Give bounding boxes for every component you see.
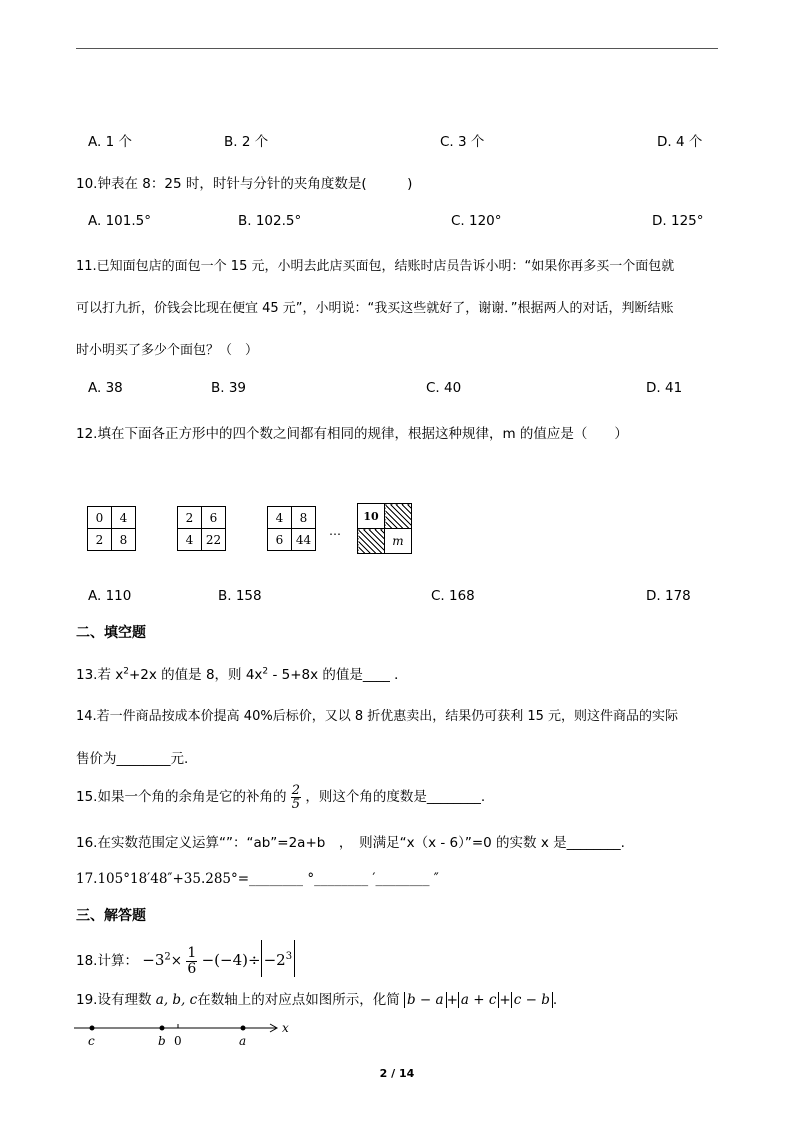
q19-vars: a, b, c [155, 992, 198, 1008]
label-b: b [158, 1034, 166, 1048]
q18-numerator: 1 [187, 944, 197, 961]
q9-option-b: B. 2 个 [224, 134, 269, 150]
q16: 16.在实数范围定义运算“”：“ab”=2a+b ， 则满足“x（x - 6）”=0 的实数 x 是________. [76, 835, 625, 851]
label-a: a [239, 1034, 247, 1048]
q9-option-d: D. 4 个 [657, 134, 703, 150]
q19-mid: 在数轴上的对应点如图所示，化简 [197, 992, 400, 1008]
section-solve-title: 三、解答题 [76, 908, 146, 924]
q14-line-1: 14.若一件商品按成本价提高 40%后标价，又以 8 折优惠卖出，结果仍可获利 15 元，则这件商品的实际 [76, 709, 679, 724]
q18-times: × [170, 953, 183, 969]
q10-option-a: A. 101.5° [88, 213, 151, 229]
square-2-cell: 2 [178, 507, 202, 529]
q18-exp-a: 2 [164, 951, 171, 963]
point-b [160, 1026, 165, 1031]
q11-line-2: 可以打九折，价钱会比现在便宜 45 元”，小明说：“我买这些就好了，谢谢．”根据两人的对话，判断结账 [76, 301, 674, 316]
q18-pre: 18.计算： [76, 953, 138, 969]
square-1-cell: 4 [112, 507, 136, 529]
q18-abs-value: −2 [263, 951, 286, 969]
q15-pre: 15.如果一个角的余角是它的补角的 [76, 789, 287, 805]
square-3-cell: 6 [268, 529, 292, 551]
q18-abs [261, 940, 296, 977]
q11-line-3: 时小明买了多少个面包？（ ） [76, 343, 259, 358]
label-c: c [88, 1034, 95, 1048]
q12-option-d: D. 178 [646, 588, 691, 604]
q11-line-1: 11.已知面包店的面包一个 15 元，小明去此店买面包，结账时店员告诉小明：“如果你再多买一个面包就 [76, 259, 675, 274]
q13-sup-1: 2 [123, 666, 129, 677]
q12-ellipsis: … [329, 524, 341, 538]
square-4-hatched-cell [385, 504, 412, 529]
q12-square-2 [177, 506, 226, 551]
q11-option-c: C. 40 [426, 380, 462, 396]
page-number: 2 / 14 [379, 1067, 415, 1080]
square-2-cell: 4 [178, 529, 202, 551]
q12-square-3 [267, 506, 316, 551]
q19-abs-2: a + c [458, 992, 500, 1008]
q17: 17.105°18′48″+35.285°=________ °________ ′________ ″ [76, 871, 439, 887]
point-c [90, 1026, 95, 1031]
q12-square-1 [87, 506, 136, 551]
q10-stem: 10.钟表在 8：25 时，时针与分针的夹角度数是( ) [76, 176, 413, 192]
square-4-hatched-cell [358, 529, 385, 554]
q13-sup-2: 2 [262, 666, 269, 677]
square-3-cell: 8 [292, 507, 316, 529]
q15-fraction [291, 784, 301, 811]
section-fill-in-title: 二、填空题 [76, 625, 146, 641]
q18-term-a: −3 [142, 951, 165, 969]
square-1-cell: 8 [112, 529, 136, 551]
q12-option-c: C. 168 [431, 588, 475, 604]
square-1-cell: 2 [88, 529, 112, 551]
q9-option-a: A. 1 个 [88, 134, 132, 150]
q19-abs-3: c − b [511, 992, 553, 1008]
q11-option-b: B. 39 [211, 380, 247, 396]
q18-term-b: −(−4)÷ [201, 951, 261, 969]
square-2-cell: 22 [202, 529, 226, 551]
q19-pre: 19.设有理数 [76, 992, 152, 1008]
q12-stem: 12.填在下面各正方形中的四个数之间都有相同的规律，根据这种规律，m 的值应是（ ） [76, 426, 628, 442]
square-4-m-cell: m [385, 529, 412, 554]
point-a [241, 1026, 246, 1031]
square-1-cell: 0 [88, 507, 112, 529]
q15 [76, 782, 485, 812]
q10-option-d: D. 125° [652, 213, 704, 229]
q9-option-c: C. 3 个 [440, 134, 485, 150]
q15-post: ，则这个角的度数是________. [305, 789, 486, 805]
q15-denominator: 5 [291, 796, 301, 812]
q12-option-b: B. 158 [218, 588, 262, 604]
q10-option-c: C. 120° [451, 213, 502, 229]
q11-option-d: D. 41 [646, 380, 683, 396]
header-rule [76, 48, 718, 49]
q14-line-2: 售价为________元. [76, 751, 189, 767]
q18 [76, 940, 295, 978]
q18-fraction [186, 946, 197, 977]
q19-abs-1: b − a [404, 992, 447, 1008]
square-3-cell: 44 [292, 529, 316, 551]
label-x: x [282, 1021, 289, 1035]
q19-plus-2: + [499, 992, 511, 1008]
label-zero: 0 [174, 1034, 182, 1048]
q12-square-4 [357, 503, 412, 554]
q19-plus-1: + [446, 992, 458, 1008]
q18-exp-b: 3 [285, 951, 293, 962]
q19 [76, 988, 557, 1008]
q13-post: - 5+8x 的值是____ ． [268, 667, 408, 683]
number-line [70, 1018, 300, 1054]
q13-pre: 13.若 x [76, 667, 124, 683]
q13 [76, 663, 408, 683]
q11-option-a: A. 38 [88, 380, 123, 396]
square-2-cell: 6 [202, 507, 226, 529]
q18-denominator: 6 [187, 960, 197, 977]
q15-numerator: 2 [291, 782, 301, 798]
q19-end: . [552, 992, 558, 1008]
q12-option-a: A. 110 [88, 588, 132, 604]
square-4-top-left: 10 [358, 504, 385, 529]
q13-mid: +2x 的值是 8，则 4x [128, 667, 263, 683]
square-3-cell: 4 [268, 507, 292, 529]
q10-option-b: B. 102.5° [238, 213, 302, 229]
